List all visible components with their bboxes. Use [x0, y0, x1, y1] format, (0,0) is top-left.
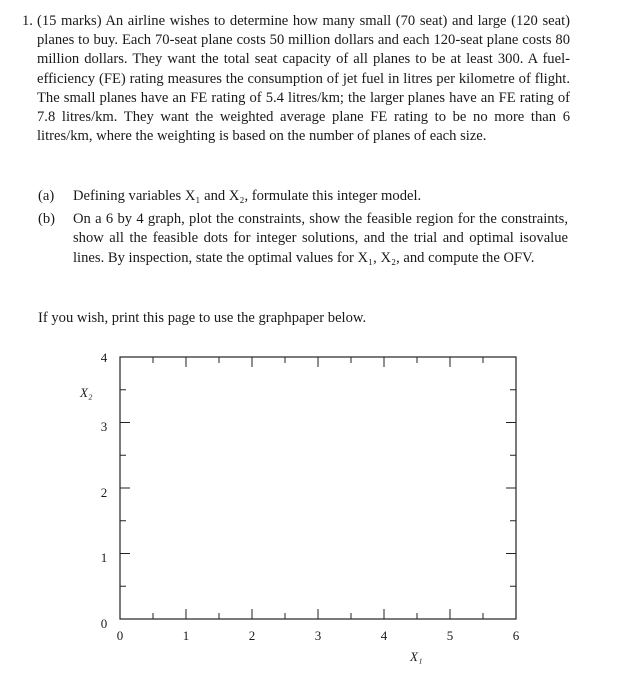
part-a-text: Defining variables X₁ and X₂, formulate this integer model.	[73, 188, 422, 204]
x-tick-label: 5	[446, 628, 454, 643]
x-tick-label: 0	[116, 628, 124, 643]
part-b-label: (b)	[38, 211, 56, 228]
x-tick-label: 6	[512, 628, 520, 643]
y-tick-label: 0	[100, 616, 108, 631]
y-tick-label: 2	[100, 485, 108, 500]
y-axis-label: X₂	[80, 385, 93, 400]
x-tick-label: 1	[182, 628, 190, 643]
y-tick-label: 3	[100, 419, 108, 434]
x-tick-label: 3	[314, 628, 322, 643]
x-tick-labels	[117, 628, 520, 643]
graph-ticks	[120, 357, 516, 619]
x-axis-label: X₁	[410, 649, 423, 664]
part-b-text: On a 6 by 4 graph, plot the constraints, show the feasible region for the constraints, show all the feasible dots for integer solutions, and the trial and optimal isovalue lines. By inspection, state the optimal values for X₁, X₂, and compute the OFV.	[73, 211, 568, 266]
graph-frame	[120, 357, 516, 619]
question-number: 1.	[22, 13, 33, 29]
y-tick-labels	[101, 350, 108, 631]
y-tick-label: 1	[100, 550, 108, 565]
x-tick-label: 4	[380, 628, 388, 643]
x-tick-label: 2	[248, 628, 256, 643]
question-text: (15 marks) An airline wishes to determine how many small (70 seat) and large (120 seat) planes to buy. Each 70-seat plane costs 50 million dollars and each 120-seat plane costs 80 million dollars. They want the total seat capacity of all planes to be at least 300. A fuel-efficiency (FE) rating measures the consumption of jet fuel in litres per kilometre of flight. The small planes have an FE rating of 5.4 litres/km; the larger planes have an FE rating of 7.8 litres/km. They want the weighted average plane FE rating to be no more than 6 litres/km, where the weighting is based on the number of planes of each size.	[37, 13, 570, 145]
part-a-label: (a)	[38, 188, 55, 204]
y-tick-label: 4	[100, 350, 108, 365]
print-note: If you wish, print this page to use the graphpaper below.	[38, 310, 367, 326]
